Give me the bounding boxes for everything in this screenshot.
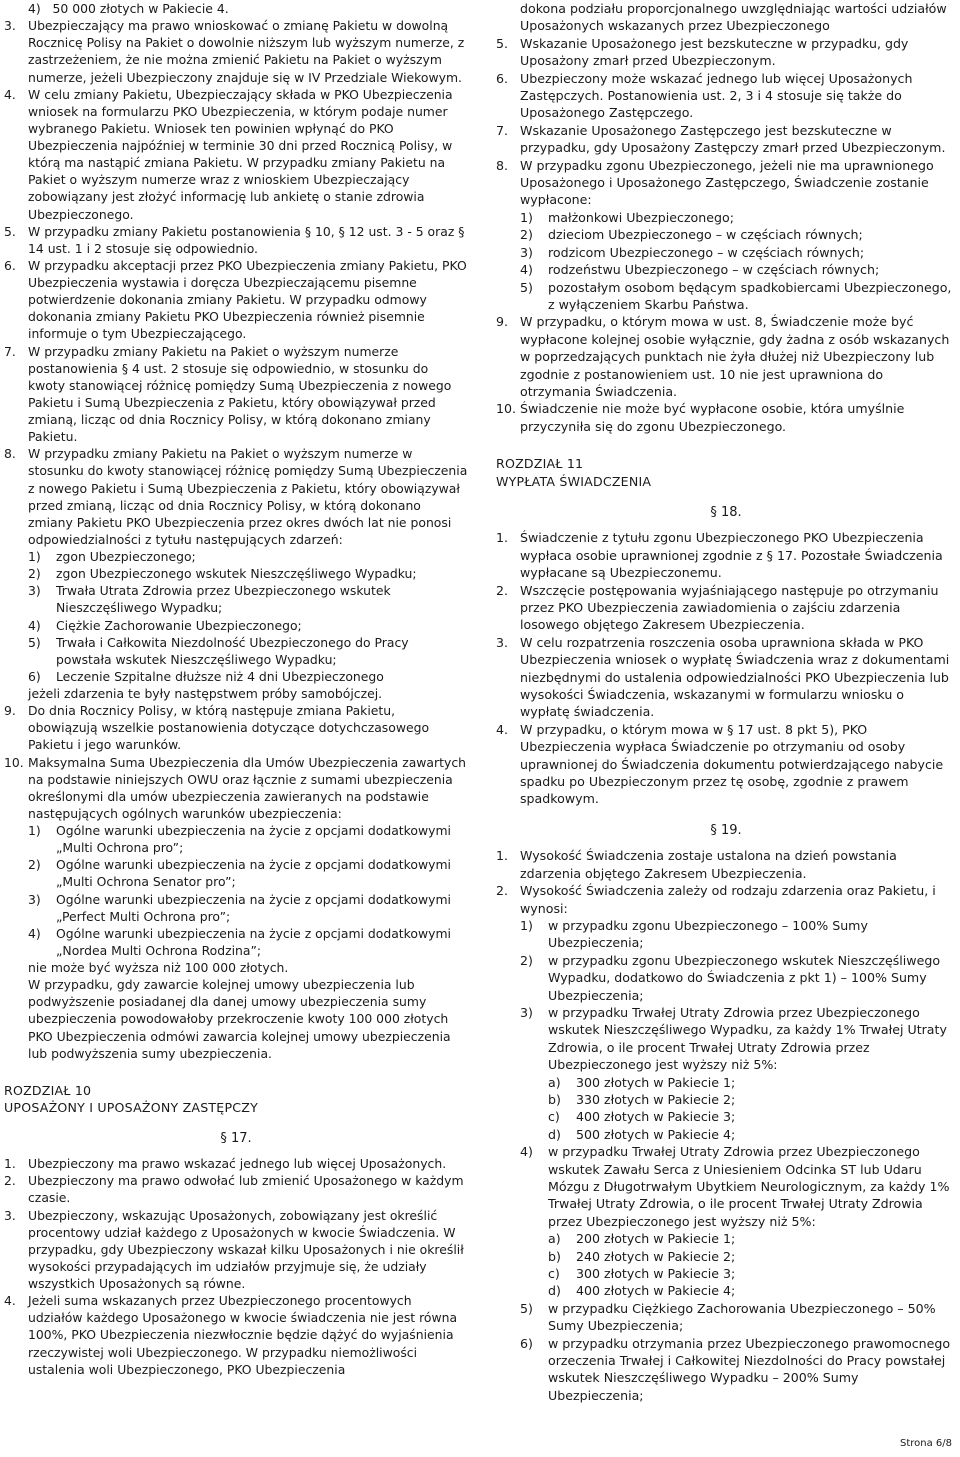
paragraph-10-tail-1: nie może być wyższa niż 100 000 złotych. (28, 960, 289, 975)
list-item-text: Leczenie Szpitalne dłuższe niż 4 dni Ubezpieczonego (56, 668, 384, 684)
list-item-text: 330 złotych w Pakiecie 2; (576, 1091, 736, 1107)
list-item-text: 300 złotych w Pakiecie 1; (576, 1074, 736, 1090)
list-item-text: pozostałym osobom będącym spadkobiercami Ubezpieczonego, z wyłączeniem Skarbu Państwa. (548, 279, 952, 312)
section-17-item-9-text: W przypadku, o którym mowa w ust. 8, Świadczenie może być wypłacone kolejnej osobie wyłącznie, gdy żadna z osób wskazanych w poprzedzających punktach nie żyła dłużej niż Ubezpieczony lub zgodnie z postanowieniem ust. 10 nie jest uprawniona do otrzymania Świadczenia. (520, 314, 950, 399)
list-item: c) 400 złotych w Pakiecie 3; (548, 1109, 736, 1125)
list-item: 3) rodzicom Ubezpieczonego – w częściach równych; (520, 244, 865, 260)
section-18-item-1: 1. Świadczenie z tytułu zgonu Ubezpieczonego PKO Ubezpieczenia wypłaca osobie uprawnionej zgodnie z § 17. Pozostałe Świadczenia wypłacane są Ubezpieczonemu. (496, 530, 943, 581)
list-item: 3) Trwała Utrata Zdrowia przez Ubezpieczonego wskutek Nieszczęśliwego Wypadku; (28, 583, 391, 616)
paragraph-8: 8. W przypadku zmiany Pakietu na Pakiet o wyższym numerze w stosunku do kwoty stanowiącej różnicę pomiędzy Sumą Ubezpieczenia z nowego Pakietu i Sumą Ubezpieczenia z Pakietu, który obowiązywał przed zmianą, licząc od dnia Rocznicy Polisy, w którą dokonano zmiany Pakietu PKO Ubezpieczenia przez okres dwóch lat nie ponosi odpowiedzialności z tytułu następujących zdarzeń: (4, 446, 468, 547)
list-item: 5) pozostałym osobom będącym spadkobiercami Ubezpieczonego, z wyłączeniem Skarbu Państwa. (520, 279, 952, 312)
list-item-text: 400 złotych w Pakiecie 4; (576, 1283, 736, 1299)
list-item: 6) w przypadku otrzymania przez Ubezpieczonego prawomocnego orzeczenia Trwałej i Całkowitej Niezdolności do Pracy powstałej wskutek Nieszczęśliwego Wypadku – 200% Sumy Ubezpieczenia; (520, 1335, 951, 1403)
list-item: 2) Ogólne warunki ubezpieczenia na życie z opcjami dodatkowymi „Multi Ochrona Senator pro”; (28, 857, 451, 890)
paragraph-4-text: W celu zmiany Pakietu, Ubezpieczający składa w PKO Ubezpieczenia wniosek na formularzu PKO Ubezpieczenia, w którym podaje numer wybranego Pakietu. Wniosek ten powinien wpłynąć do PKO Ubezpieczenia najpóźniej w terminie 30 dni przed Rocznicą Polisy, w którą ma nastąpić zmiana Pakietu. W przypadku zmiany Pakietu na Pakiet o wyższym numerze wraz z wnioskiem Ubezpieczający zobowiązany jest złożyć informację lub ankietę o stanie zdrowia Ubezpieczonego. (28, 86, 453, 222)
section-17-item-2-text: Ubezpieczony ma prawo odwołać lub zmienić Uposażonego w każdym czasie. (28, 1173, 464, 1206)
list-item-text: 500 złotych w Pakiecie 4; (576, 1126, 736, 1142)
chapter-11-subtitle: WYPŁATA ŚWIADCZENIA (496, 473, 652, 489)
section-17-item-6-text: Ubezpieczony może wskazać jednego lub więcej Uposażonych Zastępczych. Postanowienia ust. 2, 3 i 4 stosuje się także do Uposażonego Zastępczego. (520, 70, 913, 121)
paragraph-6: 6. W przypadku akceptacji przez PKO Ubezpieczenia zmiany Pakietu, PKO Ubezpieczenia wystawia i doręcza Ubezpieczającemu pisemne potwierdzenie dokonania zmiany Pakietu. W przypadku odmowy dokonania zmiany Pakietu PKO Ubezpieczenia również pisemnie informuje o tym Ubezpieczającego. (4, 257, 467, 342)
paragraph-7-text: W przypadku zmiany Pakietu na Pakiet o wyższym numerze postanowienia § 4 ust. 2 stosuje się odpowiednio, w stosunku do kwoty stanowiącej różnicę pomiędzy Sumą Ubezpieczenia z nowego Pakietu i Sumą Ubezpieczenia z Pakietu, który obowiązywał przed zmianą, licząc od dnia Rocznicy Polisy, w którą dokonano zmiany Pakietu. (28, 343, 452, 445)
list-item-text: zgon Ubezpieczonego; (56, 549, 196, 564)
list-item: 2) w przypadku zgonu Ubezpieczonego wskutek Nieszczęśliwego Wypadku, dodatkowo do Świadczenia z pkt 1) – 100% Sumy Ubezpieczenia; (520, 952, 941, 1003)
paragraph-9: 9. Do dnia Rocznicy Polisy, w którą następuje zmiana Pakietu, obowiązują wszelkie postanowienia dotyczące dotychczasowego Pakietu i jego warunków. (4, 703, 430, 753)
section-19-item-1-text: Wysokość Świadczenia zostaje ustalona na dzień powstania zdarzenia objętego Zakresem Ubezpieczenia. (520, 848, 897, 881)
paragraph-10-text: Maksymalna Suma Ubezpieczenia dla Umów Ubezpieczenia zawartych na podstawie niniejszych OWU oraz łącznie z sumami ubezpieczenia określonymi dla umów ubezpieczenia zawieranych na podstawie następujących ogólnych warunków ubezpieczenia: (28, 754, 466, 821)
paragraph-10-tail-2: W przypadku, gdy zawarcie kolejnej umowy ubezpieczenia lub podwyższenie posiadanej dla danej umowy ubezpieczenia sumy ubezpieczenia powodowałoby przekroczenie kwoty 100 000 złotych PKO Ubezpieczenia odmówi zawarcia kolejnej umowy ubezpieczenia lub podwyższenia sumy ubezpieczenia. (28, 977, 451, 1061)
section-17-item-3-text: Ubezpieczony, wskazując Uposażonych, zobowiązany jest określić procentowy udział każdego z Uposażonych w kwocie Świadczenia. W przypadku, gdy Ubezpieczony wskazał kilku Uposażonych i nie określił wysokości przypadających im udziałów przyjmuje się, że udziały wszystkich Uposażonych są równe. (28, 1207, 464, 1291)
chapter-11-title: ROZDZIAŁ 11 (496, 456, 584, 472)
list-item-text: w przypadku Ciężkiego Zachorowania Ubezpieczonego – 50% Sumy Ubezpieczenia; (548, 1300, 936, 1334)
section-18-item-3: 3. W celu rozpatrzenia roszczenia osoba uprawniona składa w PKO Ubezpieczenia wniosek o wypłatę Świadczenia wraz z dokumentami niezbędnymi do ustalenia odpowiedzialności PKO Ubezpieczenia lub wysokości Świadczenia, wskazanymi w formularzu wniosku o wypłatę świadczenia. (496, 634, 950, 720)
paragraph-6-text: W przypadku akceptacji przez PKO Ubezpieczenia zmiany Pakietu, PKO Ubezpieczenia wystawia i doręcza Ubezpieczającemu pisemne potwierdzenie dokonania zmiany Pakietu. W przypadku odmowy dokonania zmiany Pakietu PKO Ubezpieczenia również pisemnie informuje o tym Ubezpieczającego. (28, 257, 467, 342)
list-item: b) 330 złotych w Pakiecie 2; (548, 1091, 736, 1107)
section-18-item-1-text: Świadczenie z tytułu zgonu Ubezpieczonego PKO Ubezpieczenia wypłaca osobie uprawnionej zgodnie z § 17. Pozostałe Świadczenia wypłacane są Ubezpieczonemu. (520, 530, 943, 581)
list-item: c) 300 złotych w Pakiecie 3; (548, 1266, 736, 1282)
list-item-text: dzieciom Ubezpieczonego – w częściach równych; (548, 227, 863, 243)
section-18-item-2-text: Wszczęcie postępowania wyjaśniającego następuje po otrzymaniu przez PKO Ubezpieczenia zawiadomienia o zajściu zdarzenia losowego objętego Zakresem Ubezpieczenia. (520, 582, 939, 633)
paragraph-10: 10. Maksymalna Suma Ubezpieczenia dla Umów Ubezpieczenia zawartych na podstawie niniejszych OWU oraz łącznie z sumami ubezpieczenia określonymi dla umów ubezpieczenia zawieranych na podstawie następujących ogólnych warunków ubezpieczenia: (4, 754, 466, 821)
section-17-item-1: 1. Ubezpieczony ma prawo wskazać jednego lub więcej Uposażonych. (4, 1156, 447, 1172)
section-17-item-10-text: Świadczenie nie może być wypłacone osobie, która umyślnie przyczyniła się do zgonu Ubezpieczonego. (520, 401, 905, 434)
list-item: 6) Leczenie Szpitalne dłuższe niż 4 dni Ubezpieczonego (28, 668, 384, 684)
paragraph-9-text: Do dnia Rocznicy Polisy, w którą następuje zmiana Pakietu, obowiązują wszelkie postanowienia dotyczące dotychczasowego Pakietu i jego warunków. (28, 703, 430, 753)
list-item-text: Trwała Utrata Zdrowia przez Ubezpieczonego wskutek Nieszczęśliwego Wypadku; (56, 583, 391, 616)
page-number: Strona 6/8 (899, 1438, 952, 1449)
list-item: 5) w przypadku Ciężkiego Zachorowania Ubezpieczonego – 50% Sumy Ubezpieczenia; (520, 1300, 936, 1334)
list-item-text: rodzeństwu Ubezpieczonego – w częściach równych; (548, 262, 880, 278)
list-item-text: w przypadku otrzymania przez Ubezpieczonego prawomocnego orzeczenia Trwałej i Całkowitej Niezdolności do Pracy powstałej wskutek Nieszczęśliwego Wypadku – 200% Sumy Ubezpieczenia; (548, 1335, 951, 1403)
list-item-text: rodzicom Ubezpieczonego – w częściach równych; (548, 244, 865, 260)
paragraph-3-text: Ubezpieczający ma prawo wnioskować o zmianę Pakietu w dowolną Rocznicę Polisy na Pakiet o dowolnie niższym lub wyższym numerze, z zastrzeżeniem, że nie można zmienić Pakietu na Pakiet o wyższym numerze, jeżeli Ubezpieczony znajduje się w IV Przedziale Wiekowym. (28, 18, 465, 85)
right-column (496, 0, 956, 1404)
list-item-text: zgon Ubezpieczonego wskutek Nieszczęśliwego Wypadku; (56, 566, 417, 582)
section-18-item-3-text: W celu rozpatrzenia roszczenia osoba uprawniona składa w PKO Ubezpieczenia wniosek o wypłatę Świadczenia wraz z dokumentami niezbędnymi do ustalenia odpowiedzialności PKO Ubezpieczenia lub wysokości Świadczenia, wskazanymi w formularzu wniosku o wypłatę świadczenia. (520, 634, 950, 720)
section-17-item-3: 3. Ubezpieczony, wskazując Uposażonych, zobowiązany jest określić procentowy udział każdego z Uposażonych w kwocie Świadczenia. W przypadku, gdy Ubezpieczony wskazał kilku Uposażonych i nie określił wysokości przypadających im udziałów przyjmuje się, że udziały wszystkich Uposażonych są równe. (4, 1207, 464, 1291)
list-item-text: w przypadku zgonu Ubezpieczonego wskutek Nieszczęśliwego Wypadku, dodatkowo do Świadczenia z pkt 1) – 100% Sumy Ubezpieczenia; (548, 952, 941, 1003)
section-19-item-2-text: Wysokość Świadczenia zależy od rodzaju zdarzenia oraz Pakietu, i wynosi: (520, 883, 936, 916)
list-item-text: Ogólne warunki ubezpieczenia na życie z opcjami dodatkowymi „Nordea Multi Ochrona Rodzina”; (56, 925, 451, 958)
list-item-text: małżonkowi Ubezpieczonego; (548, 209, 734, 225)
section-18-item-4-text: W przypadku, o którym mowa w § 17 ust. 8 pkt 5), PKO Ubezpieczenia wypłaca Świadczenie po otrzymaniu od osoby uprawnionej do Świadczenia dokumentu potwierdzającego nabycie spadku po Ubezpieczonym przez tę osobę, zgodnie z prawem spadkowym. (520, 721, 944, 807)
section-17-item-6: 6. Ubezpieczony może wskazać jednego lub więcej Uposażonych Zastępczych. Postanowienia ust. 2, 3 i 4 stosuje się także do Uposażonego Zastępczego. (496, 70, 913, 121)
list-item: 1) zgon Ubezpieczonego; (28, 549, 196, 564)
list-item: 1) w przypadku zgonu Ubezpieczonego – 100% Sumy Ubezpieczenia; (520, 917, 868, 951)
list-item: 4) rodzeństwu Ubezpieczonego – w częściach równych; (520, 262, 880, 278)
list-item: 2) zgon Ubezpieczonego wskutek Nieszczęśliwego Wypadku; (28, 566, 417, 582)
chapter-10-title: ROZDZIAŁ 10 (4, 1082, 92, 1098)
list-item-text: 200 złotych w Pakiecie 1; (576, 1231, 736, 1247)
section-17-item-4: 4. Jeżeli suma wskazanych przez Ubezpieczonego procentowych udziałów każdego Uposażonego w kwocie świadczenia nie jest równa 100%, PKO Ubezpieczenia niezwłocznie będzie dążyć do wyjaśnienia rzeczywistej woli Ubezpieczonego. W przypadku niemożliwości ustalenia woli Ubezpieczonego, PKO Ubezpieczenia (4, 1293, 458, 1377)
paragraph-4: 4. W celu zmiany Pakietu, Ubezpieczający składa w PKO Ubezpieczenia wniosek na formularzu PKO Ubezpieczenia, w którym podaje numer wybranego Pakietu. Wniosek ten powinien wpłynąć do PKO Ubezpieczenia najpóźniej w terminie 30 dni przed Rocznicą Polisy, w którą ma nastąpić zmiana Pakietu. W przypadku zmiany Pakietu na Pakiet o wyższym numerze wraz z wnioskiem Ubezpieczający zobowiązany jest złożyć informację lub ankietę o stanie zdrowia Ubezpieczonego. (4, 86, 453, 222)
section-19-item-2: 2. Wysokość Świadczenia zależy od rodzaju zdarzenia oraz Pakietu, i wynosi: (496, 883, 936, 916)
list-item: 4) Ogólne warunki ubezpieczenia na życie z opcjami dodatkowymi „Nordea Multi Ochrona Rodzina”; (28, 925, 451, 958)
list-item: d) 500 złotych w Pakiecie 4; (548, 1126, 736, 1142)
section-17-item-7: 7. Wskazanie Uposażonego Zastępczego jest bezskuteczne w przypadku, gdy Uposażony Zastępczy zmarł przed Ubezpieczonym. (496, 122, 946, 156)
section-17-item-2: 2. Ubezpieczony ma prawo odwołać lub zmienić Uposażonego w każdym czasie. (4, 1173, 464, 1206)
section-18-item-4: 4. W przypadku, o którym mowa w § 17 ust. 8 pkt 5), PKO Ubezpieczenia wypłaca Świadczenie po otrzymaniu od osoby uprawnionej do Świadczenia dokumentu potwierdzającego nabycie spadku po Ubezpieczonym przez tę osobę, zgodnie z prawem spadkowym. (496, 721, 944, 807)
list-item-text: w przypadku zgonu Ubezpieczonego – 100% Sumy Ubezpieczenia; (548, 917, 868, 951)
list-item-text: Trwała i Całkowita Niezdolność Ubezpieczonego do Pracy powstała wskutek Nieszczęśliwego Wypadku; (56, 634, 409, 667)
section-17-item-10: 10. Świadczenie nie może być wypłacone osobie, która umyślnie przyczyniła się do zgonu Ubezpieczonego. (496, 401, 905, 434)
list-item-text: w przypadku Trwałej Utraty Zdrowia przez Ubezpieczonego wskutek Nieszczęśliwego Wypadku, za każdy 1% Trwałej Utraty Zdrowia, o ile procent Trwałej Utraty Zdrowia przez Ubezpieczonego jest wyższy niż 5%: (548, 1004, 947, 1073)
paragraph-8-tail: jeżeli zdarzenia te były następstwem próby samobójczej. (28, 686, 383, 701)
continuation-text: dokona podziału proporcjonalnego uwzględniając wartości udziałów Uposażonych wskazanych przez Ubezpieczonego (520, 1, 947, 34)
list-item: 5) Trwała i Całkowita Niezdolność Ubezpieczonego do Pracy powstała wskutek Nieszczęśliwego Wypadku; (28, 634, 409, 667)
list-item: 3) w przypadku Trwałej Utraty Zdrowia przez Ubezpieczonego wskutek Nieszczęśliwego Wypadku, za każdy 1% Trwałej Utraty Zdrowia, o ile procent Trwałej Utraty Zdrowia przez Ubezpieczonego jest wyższy niż 5%: (520, 1004, 947, 1073)
section-17-item-1-text: Ubezpieczony ma prawo wskazać jednego lub więcej Uposażonych. (28, 1156, 447, 1172)
list-item: d) 400 złotych w Pakiecie 4; (548, 1283, 736, 1299)
list-item-text: Ogólne warunki ubezpieczenia na życie z opcjami dodatkowymi „Multi Ochrona pro”; (56, 823, 451, 856)
paragraph-7: 7. W przypadku zmiany Pakietu na Pakiet o wyższym numerze postanowienia § 4 ust. 2 stosuje się odpowiednio, w stosunku do kwoty stanowiącej różnicę pomiędzy Sumą Ubezpieczenia z nowego Pakietu i Sumą Ubezpieczenia z Pakietu, który obowiązywał przed zmianą, licząc od dnia Rocznicy Polisy, w którą dokonano zmiany Pakietu. (4, 343, 452, 445)
list-item-text: w przypadku Trwałej Utraty Zdrowia przez Ubezpieczonego wskutek Zawału Serca z Uniesieniem Odcinka ST lub Udaru Mózgu z Długotrwałym Ubytkiem Neurologicznym, za każdy 1% Trwałej Utraty Zdrowia, o ile procent Trwałej Utraty Zdrowia przez Ubezpieczonego jest wyższy niż 5%: (548, 1144, 950, 1229)
section-19-item-1: 1. Wysokość Świadczenia zostaje ustalona na dzień powstania zdarzenia objętego Zakresem Ubezpieczenia. (496, 848, 897, 881)
list-item-text: 240 złotych w Pakiecie 2; (576, 1248, 736, 1264)
paragraph-3: 3. Ubezpieczający ma prawo wnioskować o zmianę Pakietu w dowolną Rocznicę Polisy na Pakiet o dowolnie niższym lub wyższym numerze, z zastrzeżeniem, że nie można zmienić Pakietu na Pakiet o wyższym numerze, jeżeli Ubezpieczony znajduje się w IV Przedziale Wiekowym. (4, 18, 465, 85)
list-item: 1) Ogólne warunki ubezpieczenia na życie z opcjami dodatkowymi „Multi Ochrona pro”; (28, 823, 451, 856)
section-18-item-2: 2. Wszczęcie postępowania wyjaśniającego następuje po otrzymaniu przez PKO Ubezpieczenia zawiadomienia o zajściu zdarzenia losowego objętego Zakresem Ubezpieczenia. (496, 582, 939, 633)
list-item-text: Ciężkie Zachorowanie Ubezpieczonego; (56, 617, 302, 633)
list-item: 4) w przypadku Trwałej Utraty Zdrowia przez Ubezpieczonego wskutek Zawału Serca z Uniesieniem Odcinka ST lub Udaru Mózgu z Długotrwałym Ubytkiem Neurologicznym, za każdy 1% Trwałej Utraty Zdrowia, o ile procent Trwałej Utraty Zdrowia przez Ubezpieczonego jest wyższy niż 5%: (520, 1144, 950, 1229)
list-item: a) 300 złotych w Pakiecie 1; (548, 1074, 736, 1090)
section-17-item-5-text: Wskazanie Uposażonego jest bezskuteczne w przypadku, gdy Uposażony zmarł przed Ubezpieczonym. (520, 35, 909, 69)
list-item: 4) Ciężkie Zachorowanie Ubezpieczonego; (28, 617, 302, 633)
list-item-text: 300 złotych w Pakiecie 3; (576, 1266, 736, 1282)
section-17-item-8: 8. W przypadku zgonu Ubezpieczonego, jeżeli nie ma uprawnionego Uposażonego i Uposażonego Zastępczego, Świadczenie zostanie wypłacone: (496, 157, 934, 208)
list-item-text: Ogólne warunki ubezpieczenia na życie z opcjami dodatkowymi „Multi Ochrona Senator pro”; (56, 857, 451, 890)
list-item: 3) Ogólne warunki ubezpieczenia na życie z opcjami dodatkowymi „Perfect Multi Ochrona pro”; (28, 891, 451, 924)
list-item: 2) dzieciom Ubezpieczonego – w częściach równych; (520, 227, 863, 243)
list-item: a) 200 złotych w Pakiecie 1; (548, 1231, 736, 1247)
list-item-text: 400 złotych w Pakiecie 3; (576, 1109, 736, 1125)
list-item: b) 240 złotych w Pakiecie 2; (548, 1248, 736, 1264)
section-17-heading: § 17. (220, 1131, 252, 1146)
section-17-item-7-text: Wskazanie Uposażonego Zastępczego jest bezskuteczne w przypadku, gdy Uposażony Zastępczy zmarł przed Ubezpieczonym. (520, 122, 946, 156)
section-17-item-9: 9. W przypadku, o którym mowa w ust. 8, Świadczenie może być wypłacone kolejnej osobie wyłącznie, gdy żadna z osób wskazanych w poprzedzających punktach nie żyła dłużej niż Ubezpieczony lub zgodnie z postanowieniem ust. 10 nie jest uprawniona do otrzymania Świadczenia. (496, 314, 950, 399)
section-17-item-8-text: W przypadku zgonu Ubezpieczonego, jeżeli nie ma uprawnionego Uposażonego i Uposażonego Zastępczego, Świadczenie zostanie wypłacone: (520, 157, 934, 208)
section-19-heading: § 19. (710, 822, 742, 838)
paragraph-8-text: W przypadku zmiany Pakietu na Pakiet o wyższym numerze w stosunku do kwoty stanowiącej różnicę pomiędzy Sumą Ubezpieczenia z nowego Pakietu i Sumą Ubezpieczenia z Pakietu, który obowiązywał przed zmianą, licząc od dnia Rocznicy Polisy, w którą dokonano zmiany Pakietu PKO Ubezpieczenia przez okres dwóch lat nie ponosi odpowiedzialności z tytułu następujących zdarzeń: (28, 446, 468, 547)
list-item: 1) małżonkowi Ubezpieczonego; (520, 209, 734, 225)
paragraph-5-text: W przypadku zmiany Pakietu postanowienia § 10, § 12 ust. 3 - 5 oraz § 14 ust. 1 i 2 stosuje się odpowiednio. (28, 223, 465, 256)
section-17-item-5: 5. Wskazanie Uposażonego jest bezskuteczne w przypadku, gdy Uposażony zmarł przed Ubezpieczonym. (496, 35, 909, 69)
left-column (4, 0, 468, 1378)
section-17-item-4-text: Jeżeli suma wskazanych przez Ubezpieczonego procentowych udziałów każdego Uposażonego w kwocie świadczenia nie jest równa 100%, PKO Ubezpieczenia niezwłocznie będzie dążyć do wyjaśnienia rzeczywistej woli Ubezpieczonego. W przypadku niemożliwości ustalenia woli Ubezpieczonego, PKO Ubezpieczenia (28, 1293, 458, 1377)
section-18-heading: § 18. (710, 504, 742, 520)
chapter-10-subtitle: UPOSAŻONY I UPOSAŻONY ZASTĘPCZY (4, 1099, 258, 1115)
list-item-text: Ogólne warunki ubezpieczenia na życie z opcjami dodatkowymi „Perfect Multi Ochrona pro”; (56, 891, 451, 924)
top-list-item: 4) 50 000 złotych w Pakiecie 4. (28, 1, 229, 16)
paragraph-5: 5. W przypadku zmiany Pakietu postanowienia § 10, § 12 ust. 3 - 5 oraz § 14 ust. 1 i 2 stosuje się odpowiednio. (4, 223, 465, 256)
